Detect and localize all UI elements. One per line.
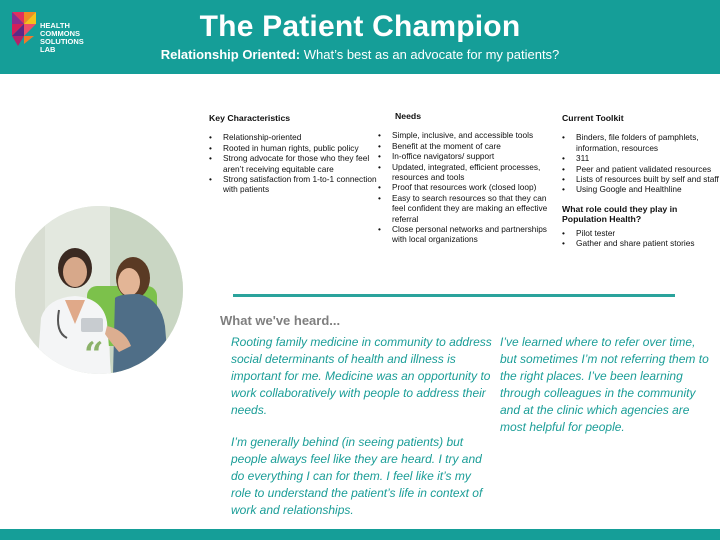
page-subtitle (0, 47, 720, 62)
list-item: • Peer and patient validated resources (562, 164, 720, 174)
list-item: • Proof that resources work (closed loop) (378, 182, 548, 192)
page-title: The Patient Champion (199, 10, 521, 43)
needs-column (378, 111, 548, 245)
list-item: • Pilot tester (562, 228, 720, 238)
key-characteristics-heading: Key Characteristics (209, 113, 291, 123)
list-item: • Relationship-oriented (209, 132, 377, 142)
quote-mark-icon: “ (84, 335, 104, 375)
key-characteristics-list (209, 132, 377, 194)
subtitle-rest: What’s best as an advocate for my patients? (300, 47, 560, 62)
quote-text: Rooting family medicine in community to address social determinants of health and illness is important for me. Medicine was an opportunity to work collaboratively with people to address their needs. (231, 335, 492, 417)
list-item: • In-office navigators/ support (378, 151, 548, 161)
list-item: • Updated, integrated, efficient processes, resources and tools (378, 162, 548, 183)
list-item: • Gather and share patient stories (562, 238, 720, 248)
list-item: • Close personal networks and partnerships with local organizations (378, 224, 548, 245)
list-item: • Strong advocate for those who they feel aren’t receiving equitable care (209, 153, 377, 174)
section-divider (233, 294, 675, 297)
list-item: • Easy to search resources so that they can feel confident they are making an effective referral (378, 193, 548, 224)
population-health-question: What role could they play in Population Health? (562, 203, 678, 225)
list-item: • Using Google and Healthline (562, 184, 720, 194)
subtitle-bold: Relationship Oriented: (160, 47, 301, 62)
list-item: • Simple, inclusive, and accessible tools (378, 130, 548, 140)
needs-list (378, 130, 548, 244)
population-health-roles-list (562, 228, 720, 249)
needs-heading: Needs (395, 111, 422, 121)
list-item: • 311 (562, 153, 720, 163)
footer-bar (0, 529, 720, 540)
list-item: • Strong satisfaction from 1-to-1 connection with patients (209, 174, 377, 195)
header-banner (0, 0, 720, 74)
current-toolkit-list (562, 132, 720, 194)
list-item: • Binders, file folders of pamphlets, information, resources (562, 132, 720, 153)
current-toolkit-column (562, 113, 720, 249)
quote-text: I’ve learned where to refer over time, but sometimes I’m not referring them to the right places. I’ve been learning through colleagues in the community and at the clinic which agencies are most helpful for people. (500, 335, 709, 434)
list-item: • Rooted in human rights, public policy (209, 143, 377, 153)
logo-wordmark: HEALTH COMMONS SOLUTIONS LAB (40, 21, 84, 54)
list-item: • Lists of resources built by self and staff (562, 174, 720, 184)
key-characteristics-column (209, 113, 377, 195)
what-we-heard-heading: What we've heard... (220, 313, 341, 328)
list-item: • Benefit at the moment of care (378, 141, 548, 151)
current-toolkit-heading: Current Toolkit (562, 113, 624, 123)
quote-text: I’m generally behind (in seeing patients) but people always feel like they are heard. I try and do everything I can for them. I feel like it’s my role to understand the patient’s life in context of work and relationships. (231, 435, 483, 517)
